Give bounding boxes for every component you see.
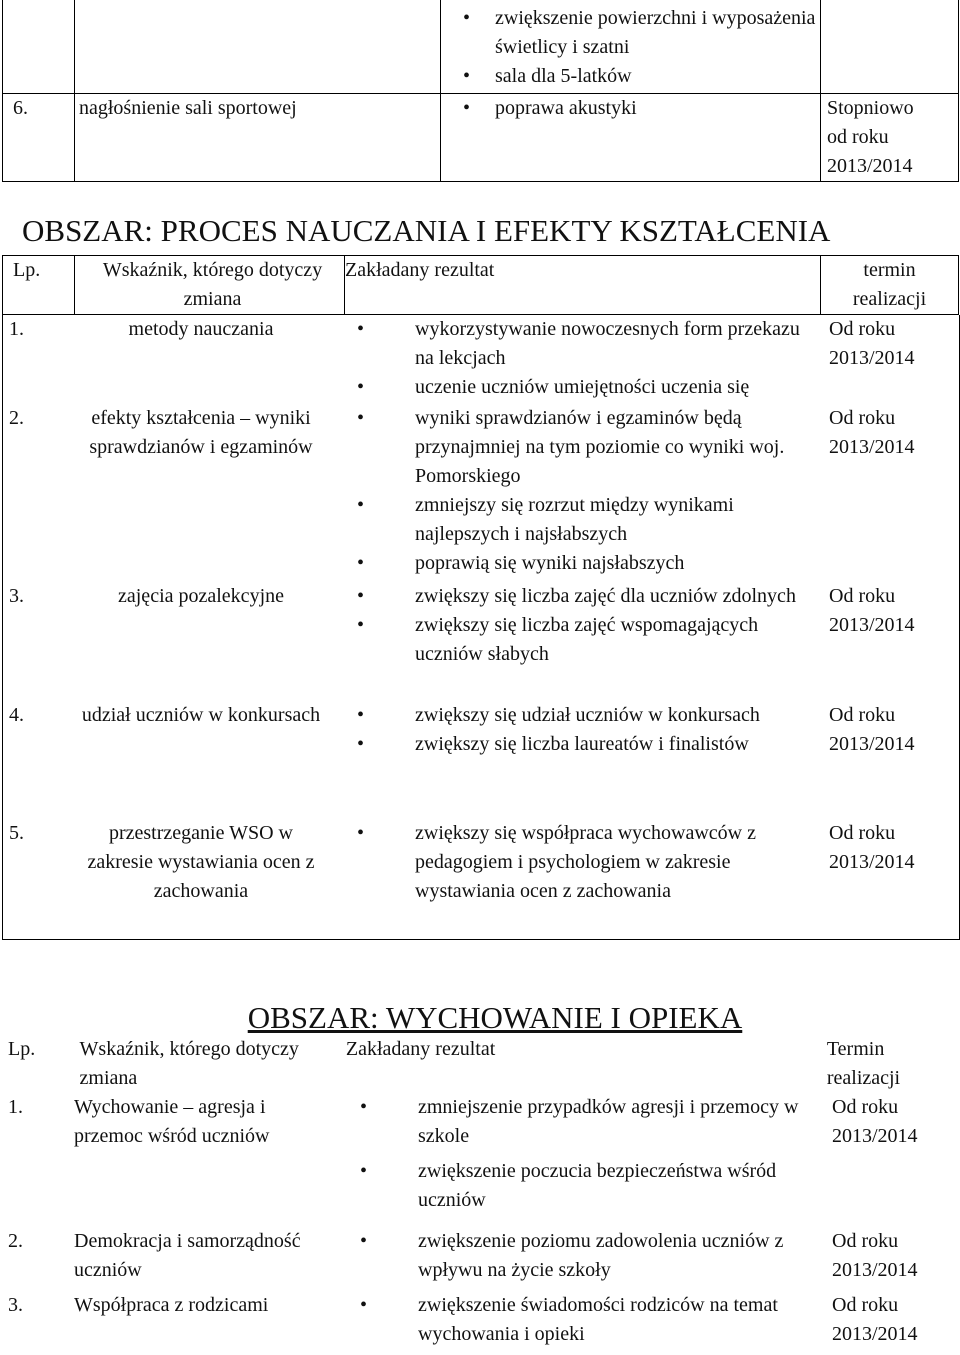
term-text: Stopniowo <box>827 97 914 119</box>
header-result: Zakładany rezultat <box>345 256 821 315</box>
header-indicator: Wskaźnik, którego dotyczy zmiana <box>75 256 345 315</box>
term-text: Od roku <box>832 1096 899 1118</box>
term-text: 2013/2014 <box>832 1323 918 1345</box>
result-cell <box>335 701 823 819</box>
list-item: • zmniejszy się rozrzut między wynikami najlepszych i najsłabszych <box>335 491 823 549</box>
row-number: 3. <box>8 1294 23 1316</box>
term-cell <box>826 1093 958 1227</box>
term-cell <box>823 404 959 582</box>
term-text: Od roku <box>829 585 896 607</box>
term-cell <box>823 582 959 701</box>
header-result: Zakładany rezultat <box>345 1038 496 1060</box>
term-cell <box>821 94 959 182</box>
list-item: • sala dla 5-latków <box>441 62 816 91</box>
list-item: • zwiększy się udział uczniów w konkursach <box>335 701 823 730</box>
header-term-line: realizacji <box>826 1067 901 1089</box>
term-text: Od roku <box>832 1294 899 1316</box>
table-row <box>3 701 959 819</box>
term-text: Od roku <box>829 318 896 340</box>
result-cell <box>335 404 823 582</box>
table-row <box>2 1227 958 1291</box>
table-header <box>2 1035 958 1093</box>
term-text: od roku <box>827 126 889 148</box>
header-term <box>827 1035 958 1093</box>
list-item: • poprawią się wyniki najsłabszych <box>335 549 823 578</box>
row-number: 2. <box>9 407 24 429</box>
indicator-cell: Współpraca z rodzicami <box>74 1294 269 1316</box>
table-row <box>2 1291 958 1355</box>
header-term <box>821 256 959 315</box>
result-cell <box>335 819 823 939</box>
list-item: • zwiększenie poziomu zadowolenia uczniów z wpływu na życie szkoły <box>338 1227 826 1285</box>
list-item: • zwiększenie świadomości rodziców na temat wychowania i opieki <box>338 1291 826 1349</box>
term-text: 2013/2014 <box>827 155 913 177</box>
section-title-text: OBSZAR: WYCHOWANIE I OPIEKA <box>247 1000 743 1035</box>
list-item: • zwiększy się współpraca wychowawców z pedagogiem i psychologiem w zakresie wystawiania ocen z zachowania <box>335 819 823 906</box>
section-teaching <box>0 214 960 940</box>
row-number: 3. <box>9 585 24 607</box>
indicator-cell: nagłośnienie sali sportowej <box>75 94 441 182</box>
result-cell <box>335 582 823 701</box>
list-item: • uczenie uczniów umiejętności uczenia się <box>335 373 823 402</box>
result-cell <box>338 1227 826 1291</box>
row-number: 6. <box>3 94 75 182</box>
section-title <box>0 1001 960 1035</box>
top-table <box>0 0 960 182</box>
term-text: Od roku <box>829 822 896 844</box>
term-cell <box>823 701 959 819</box>
list-item: • zwiększy się liczba zajęć dla uczniów zdolnych <box>335 582 823 611</box>
list-item: • wyniki sprawdzianów i egzaminów będą przynajmniej na tym poziomie co wyniki woj. Pomorskiego <box>335 404 823 491</box>
row-number: 2. <box>8 1230 23 1252</box>
term-cell <box>823 315 959 404</box>
section-body <box>2 1035 958 1355</box>
term-text: 2013/2014 <box>829 733 915 755</box>
row-number: 4. <box>9 704 24 726</box>
indicator-cell: efekty kształcenia – wyniki sprawdzianów i egzaminów <box>89 407 313 458</box>
term-cell <box>823 819 959 939</box>
row-number: 1. <box>9 318 24 340</box>
term-cell <box>826 1227 958 1291</box>
list-item: • wykorzystywanie nowoczesnych form przekazu na lekcjach <box>335 315 823 373</box>
table-row <box>2 1093 958 1227</box>
indicator-cell: udział uczniów w konkursach <box>81 704 321 726</box>
section-title: OBSZAR: PROCES NAUCZANIA I EFEKTY KSZTAŁCENIA <box>22 213 831 248</box>
row-number: 1. <box>8 1096 23 1118</box>
header-term-line: termin <box>863 259 916 281</box>
table-row <box>3 582 959 701</box>
table-row <box>3 404 959 582</box>
term-text: Od roku <box>829 407 896 429</box>
header-lp: Lp. <box>3 256 75 315</box>
result-cell <box>338 1291 826 1355</box>
indicator-cell: Wychowanie – agresja i przemoc wśród uczniów <box>74 1096 270 1147</box>
row-number: 5. <box>9 822 24 844</box>
section-care <box>0 1001 960 1355</box>
list-item: • poprawa akustyki <box>441 94 816 123</box>
header-term-line: realizacji <box>852 288 927 310</box>
term-text: 2013/2014 <box>829 614 915 636</box>
term-text: Od roku <box>829 704 896 726</box>
term-text: Od roku <box>832 1230 899 1252</box>
list-item: • zmniejszenie przypadków agresji i przemocy w szkole <box>338 1093 826 1151</box>
result-cell <box>338 1093 826 1227</box>
term-text: 2013/2014 <box>829 347 915 369</box>
term-text: 2013/2014 <box>832 1259 918 1281</box>
table-row <box>3 0 959 94</box>
list-item: • zwiększy się liczba zajęć wspomagających uczniów słabych <box>335 611 823 669</box>
indicator-cell: metody nauczania <box>128 318 274 340</box>
table-row <box>3 819 959 939</box>
indicator-cell: przestrzeganie WSO w zakresie wystawiania ocen z zachowania <box>87 822 315 902</box>
term-text: 2013/2014 <box>829 436 915 458</box>
list-item: • zwiększy się liczba laureatów i finalistów <box>335 730 823 759</box>
indicator-cell: Demokracja i samorządność uczniów <box>74 1230 301 1281</box>
result-cell <box>335 315 823 404</box>
indicator-cell: zajęcia pozalekcyjne <box>118 585 284 607</box>
header-lp: Lp. <box>8 1038 36 1060</box>
term-text: 2013/2014 <box>832 1125 918 1147</box>
header-term-line: Termin <box>826 1038 885 1060</box>
term-text: 2013/2014 <box>829 851 915 873</box>
table-header <box>3 256 959 315</box>
list-item: • zwiększenie poczucia bezpieczeństwa wśród uczniów <box>338 1157 826 1215</box>
table-row <box>3 94 959 182</box>
term-cell <box>826 1291 958 1355</box>
header-indicator: Wskaźnik, którego dotyczy zmiana <box>79 1038 299 1089</box>
section-body <box>2 315 960 940</box>
list-item: • zwiększenie powierzchni i wyposażenia świetlicy i szatni <box>441 4 816 62</box>
table-row <box>3 315 959 404</box>
